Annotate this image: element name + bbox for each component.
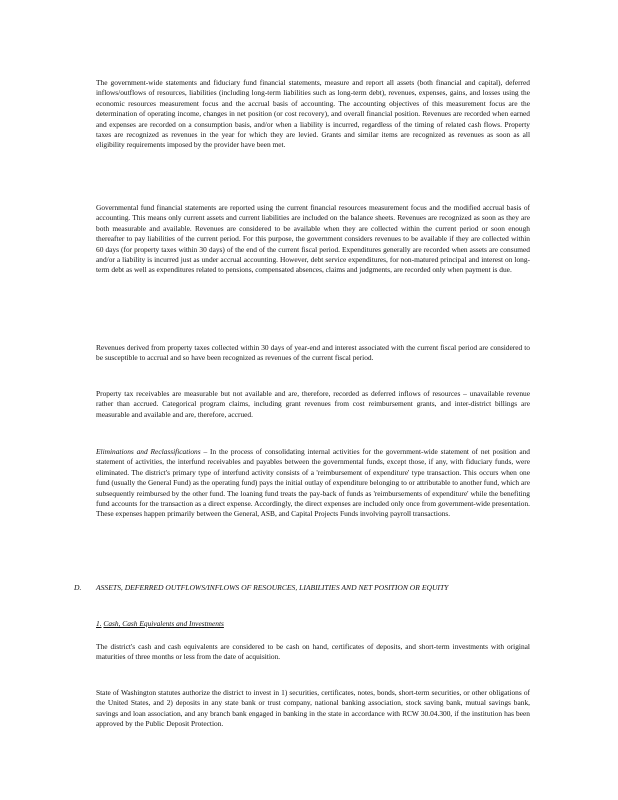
section-letter: D.: [74, 583, 82, 592]
paragraph-governmental-funds: [96, 203, 530, 276]
paragraph-receivables: [96, 389, 530, 420]
subsection-heading-cash: [96, 619, 224, 629]
subsection-title: Cash, Cash Equivalents and Investments: [103, 619, 224, 628]
paragraph-measurement-focus: [96, 78, 530, 151]
paragraph-investment-statutes: [96, 688, 530, 730]
section-title: ASSETS, DEFERRED OUTFLOWS/INFLOWS OF RESOURCES, LIABILITIES AND NET POSITION OR EQUITY: [96, 583, 449, 592]
paragraph-text: Governmental fund financial statements are reported using the current financial resources measurement focus and the modified accrual basis of accounting. This means only current assets and current liabilities are included on the balance sheets. Revenues are recognized as soon as they are both measurable and available. Revenues are considered to be available when they are collected within the current period or soon enough thereafter to pay liabilities of the current period. For this purpose, the government considers revenues to be available if they are collected within 60 days (for property taxes within 30 days) of the end of the current fiscal period. Expenditures generally are recorded when assets are consumed and/or a liability is incurred just as under accrual accounting. However, debt service expenditures, for non-matured principal and interest on long-term debt as well as expenditures related to pensions, compensated absences, claims and judgments, are recorded only when payment is due.: [96, 203, 530, 275]
subsection-number: 1.: [96, 619, 102, 628]
paragraph-text: The district's cash and cash equivalents are considered to be cash on hand, certificates of deposits, and short-term investments with original maturities of three months or less from the date of acquisition.: [96, 642, 530, 662]
paragraph-text: State of Washington statutes authorize the district to invest in 1) securities, certificates, notes, bonds, short-term securities, or other obligations of the United States, and 2) deposits in any state bank or trust company, national banking association, stock saving bank, mutual savings bank, savings and loan association, and any branch bank engaged in banking in the state in accordance with RCW 30.04.300, if the institution has been approved by the Public Deposit Protection.: [96, 688, 530, 729]
paragraph-text: Property tax receivables are measurable but not available and are, therefore, recorded as deferred inflows of resources – unavailable revenue rather than accrued. Categorical program claims, including grant revenues from cost reimbursement grants, and inter-district billings are measurable and available and are, therefore, accrued.: [96, 389, 530, 419]
paragraph-cash-equivalents: [96, 642, 530, 663]
paragraph-text: – In the process of consolidating internal activities for the government-wide statement of net position and statement of activities, the interfund receivables and payables between the governmental funds, except those, if any, with fiduciary funds, were eliminated. The district's primary type of interfund activity consists of a 'reimbursement of expenditure' type transaction. This occurs when one fund (usually the General Fund) as the operating fund) pays the initial outlay of expenditure belonging to or attributable to another fund, which are subsequently reimbursed by the other fund. The loaning fund treats the pay-back of funds as 'reimbursements of expenditure' while the benefiting fund accounts for the transaction as a direct expense. Accordingly, the direct expenses are included only once from government-wide presentation. These expenses happen primarily between the General, ASB, and Capital Projects Funds involving payroll transactions.: [96, 447, 530, 519]
paragraph-property-taxes: [96, 343, 530, 364]
paragraph-eliminations: [96, 447, 530, 520]
paragraph-text: Revenues derived from property taxes collected within 30 days of year-end and interest associated with the current fiscal period are considered to be susceptible to accrual and so have been recognized as revenues of the current fiscal period.: [96, 343, 530, 363]
paragraph-lead-in: Eliminations and Reclassifications: [96, 447, 201, 456]
paragraph-text: The government-wide statements and fiduciary fund financial statements, measure and report all assets (both financial and capital), deferred inflows/outflows of resources, liabilities (including long-term liabilities such as long-term debt), revenues, expenses, gains, and losses using the economic resources measurement focus and the accrual basis of accounting. The accounting objectives of this measurement focus are the determination of operating income, changes in net position (or cost recovery), and overall financial position. Revenues are recorded when earned and expenses are recorded on a consumption basis, and/or when a liability is incurred, regardless of the timing of related cash flows. Property taxes are recognized as revenues in the year for which they are levied. Grants and similar items are recognized as revenues as soon as all eligibility requirements imposed by the provider have been met.: [96, 78, 530, 150]
